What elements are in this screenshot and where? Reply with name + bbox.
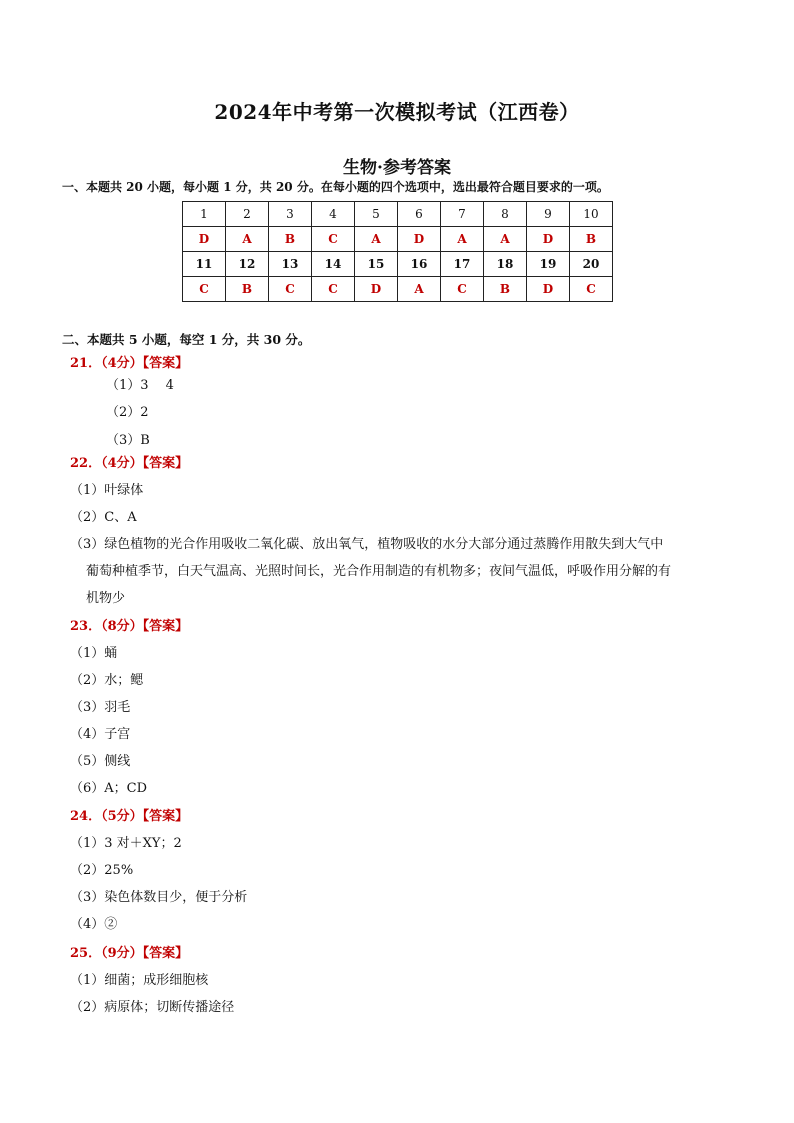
question-heading: 21．（4分）【答案】 [70, 356, 189, 371]
answer-cell: C [183, 277, 226, 302]
answer-line: （3）绿色植物的光合作用吸收二氧化碳、放出氧气，植物吸收的水分大部分通过蒸腾作用散失到大气中 [70, 537, 664, 552]
answer-line: （3）羽毛 [70, 700, 131, 715]
question-number: 7 [441, 202, 484, 227]
answer-cell: C [570, 277, 613, 302]
answer-line: 机物少 [86, 591, 126, 606]
answer-line: （2）25% [70, 863, 134, 878]
answer-line: （1）3 对＋XY；2 [70, 836, 182, 851]
question-heading: 24．（5分）【答案】 [70, 809, 189, 824]
question-number: 11 [183, 252, 226, 277]
question-heading: 23．（8分）【答案】 [70, 619, 189, 634]
answer-cell: C [312, 277, 355, 302]
question-21 [70, 355, 730, 454]
table-row [183, 227, 613, 252]
answer-cell: C [269, 277, 312, 302]
question-number: 10 [570, 202, 613, 227]
answer-line: （4）② [70, 917, 118, 932]
question-number: 4 [312, 202, 355, 227]
table-row [183, 202, 613, 227]
question-number: 12 [226, 252, 269, 277]
question-heading: 25．（9分）【答案】 [70, 946, 189, 961]
answer-line: （1）叶绿体 [70, 483, 144, 498]
question-number: 9 [527, 202, 570, 227]
page-title: 2024年中考第一次模拟考试（江西卷） [214, 100, 580, 124]
answer-line: （1）蛹 [70, 646, 118, 661]
answer-table [182, 201, 613, 302]
answer-line: （4）子宫 [70, 727, 131, 742]
answer-line: （3）B [106, 433, 150, 448]
question-number: 6 [398, 202, 441, 227]
answer-cell: B [226, 277, 269, 302]
question-24 [70, 808, 730, 938]
answer-cell: D [355, 277, 398, 302]
answer-line: （2）2 [106, 405, 149, 420]
table-row [183, 277, 613, 302]
question-23 [70, 618, 730, 802]
question-25 [70, 945, 730, 1021]
question-number: 18 [484, 252, 527, 277]
answer-cell: A [484, 227, 527, 252]
answer-line: （1）3 4 [106, 378, 174, 393]
question-number: 13 [269, 252, 312, 277]
answer-cell: C [441, 277, 484, 302]
answer-line: （6）A；CD [70, 781, 148, 796]
answer-line: 葡萄种植季节，白天气温高、光照时间长，光合作用制造的有机物多；夜间气温低，呼吸作用分解的有 [86, 564, 672, 579]
question-number: 16 [398, 252, 441, 277]
answer-cell: D [183, 227, 226, 252]
question-number: 17 [441, 252, 484, 277]
answer-cell: A [226, 227, 269, 252]
question-heading: 22．（4分）【答案】 [70, 456, 189, 471]
table-row [183, 252, 613, 277]
answer-line: （2）病原体；切断传播途径 [70, 1000, 235, 1015]
question-22 [70, 455, 730, 612]
answer-cell: B [269, 227, 312, 252]
question-number: 19 [527, 252, 570, 277]
answer-line: （2）C、A [70, 510, 137, 525]
question-number: 3 [269, 202, 312, 227]
question-number: 5 [355, 202, 398, 227]
question-number: 8 [484, 202, 527, 227]
question-number: 14 [312, 252, 355, 277]
section-2-instructions: 二、本题共 5 小题，每空 1 分，共 30 分。 [62, 332, 311, 347]
answer-cell: D [527, 227, 570, 252]
answer-cell: B [484, 277, 527, 302]
answer-line: （1）细菌；成形细胞核 [70, 973, 209, 988]
answer-line: （3）染色体数目少，便于分析 [70, 890, 248, 905]
question-number: 1 [183, 202, 226, 227]
answer-cell: D [527, 277, 570, 302]
section-1-instructions: 一、本题共 20 小题，每小题 1 分，共 20 分。在每小题的四个选项中，选出最符合题目要求的一项。 [62, 180, 609, 194]
answer-cell: A [355, 227, 398, 252]
answer-cell: B [570, 227, 613, 252]
answer-line: （2）水；鳃 [70, 673, 144, 688]
answer-cell: D [398, 227, 441, 252]
answer-cell: A [441, 227, 484, 252]
answer-cell: A [398, 277, 441, 302]
page-subtitle: 生物·参考答案 [343, 158, 451, 178]
question-number: 20 [570, 252, 613, 277]
answer-cell: C [312, 227, 355, 252]
answer-line: （5）侧线 [70, 754, 131, 769]
question-number: 2 [226, 202, 269, 227]
question-number: 15 [355, 252, 398, 277]
